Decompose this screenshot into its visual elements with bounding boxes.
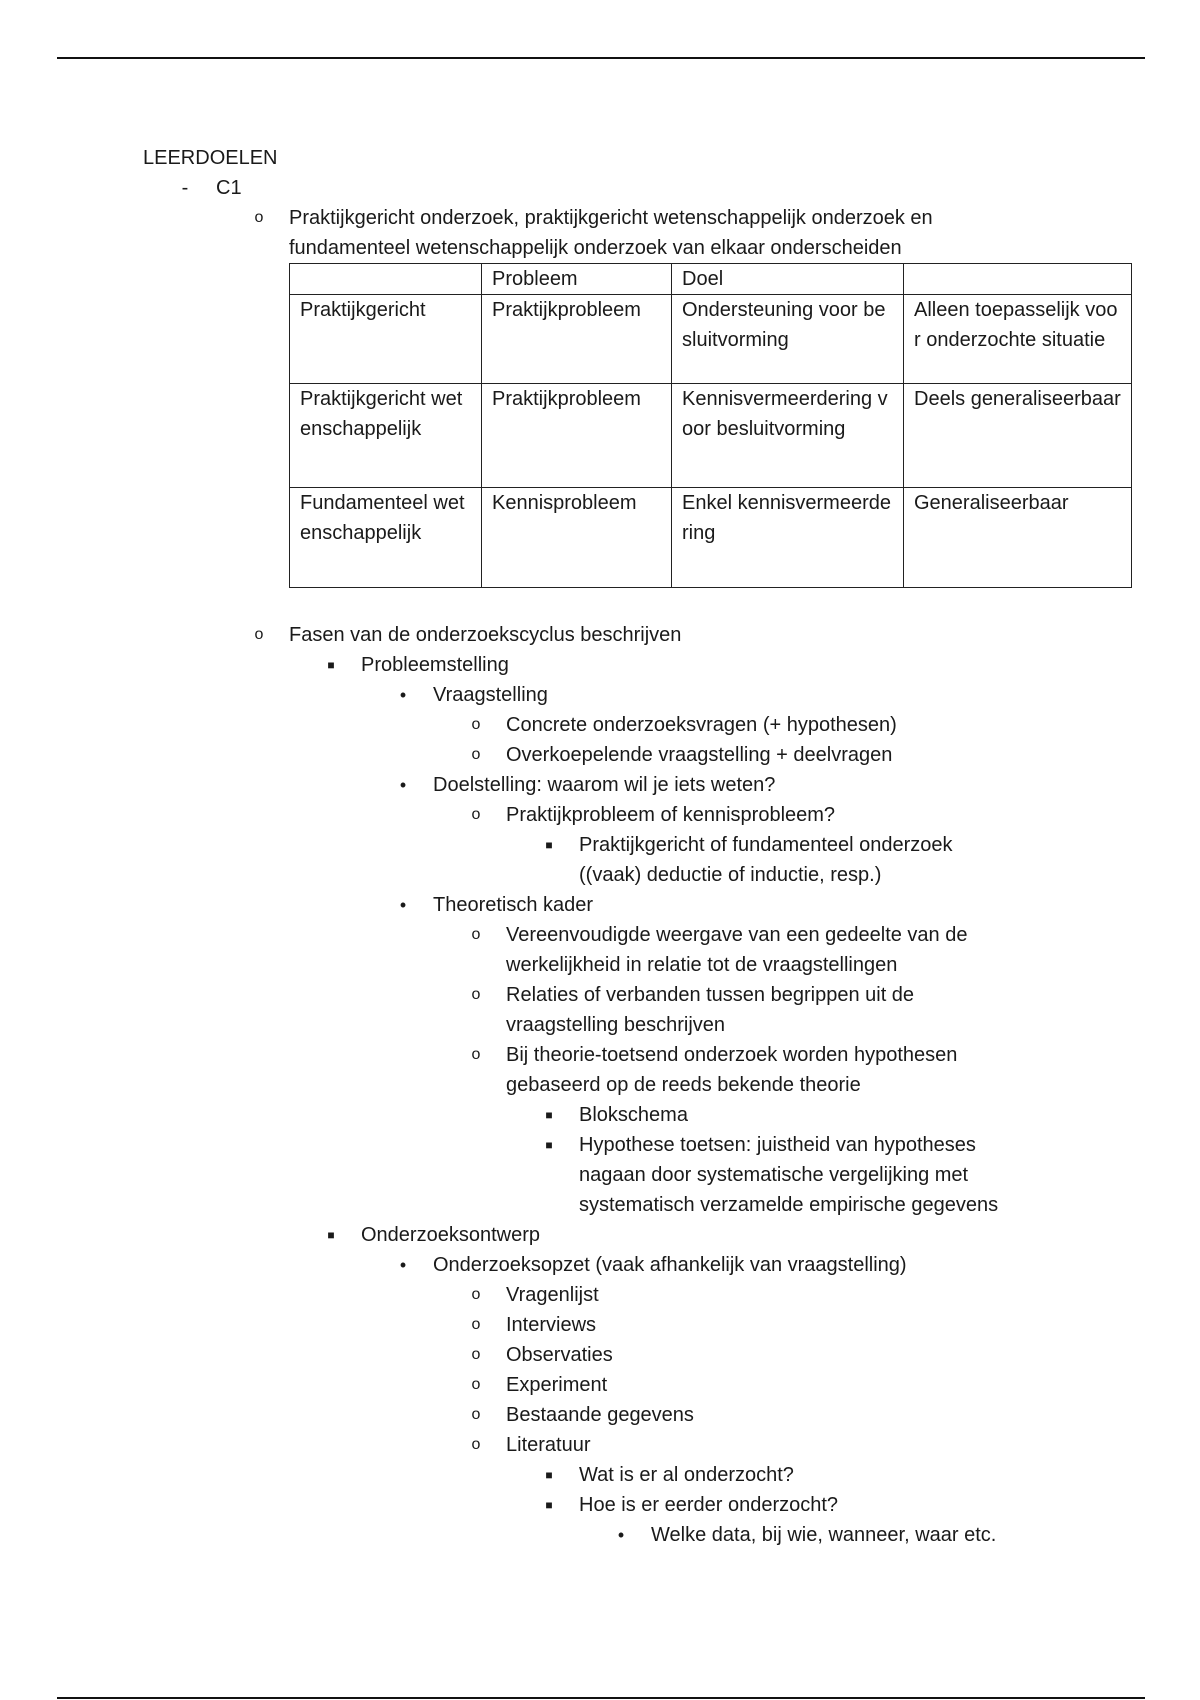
circle-bullet: o (471, 1406, 481, 1423)
circle-bullet: o (471, 1376, 481, 1393)
list-item: Hoe is er eerder onderzocht? (579, 1494, 839, 1516)
square-bullet: ■ (327, 1228, 335, 1242)
circle-bullet: o (471, 806, 481, 823)
method-item: Experiment (506, 1374, 608, 1396)
method-item: Literatuur (506, 1434, 591, 1456)
table-header-cell: Doel (672, 264, 904, 295)
square-bullet: ■ (545, 1468, 553, 1482)
circle-bullet: o (471, 1316, 481, 1333)
dot-bullet: • (617, 1525, 625, 1545)
list-item-continued: werkelijkheid in relatie tot de vraagstellingen (506, 954, 898, 976)
vraagstelling: Vraagstelling (433, 684, 548, 706)
list-item: Bij theorie-toetsend onderzoek worden hypothesen (506, 1044, 958, 1066)
table-row (290, 384, 1132, 488)
list-item-continued: gebaseerd op de reeds bekende theorie (506, 1074, 861, 1096)
goal1-line1: Praktijkgericht onderzoek, praktijkgericht wetenschappelijk onderzoek en (289, 207, 933, 229)
footer-rule (57, 1697, 1145, 1699)
table-row (290, 488, 1132, 588)
method-item: Observaties (506, 1344, 613, 1366)
method-item: Bestaande gegevens (506, 1404, 694, 1426)
table-cell: Praktijkprobleem (482, 295, 672, 384)
table-header-cell (904, 264, 1132, 295)
list-item: Hypothese toetsen: juistheid van hypotheses (579, 1134, 976, 1156)
list-item-continued: systematisch verzamelde empirische gegevens (579, 1194, 999, 1216)
method-item: Vragenlijst (506, 1284, 599, 1306)
onderzoeksontwerp: Onderzoeksontwerp (361, 1224, 540, 1246)
probleemstelling: Probleemstelling (361, 654, 509, 676)
table-header-row (290, 264, 1132, 295)
circle-bullet: o (471, 1286, 481, 1303)
table-header-cell (290, 264, 482, 295)
list-item: Praktijkgericht of fundamenteel onderzoek (579, 834, 953, 856)
list-item-continued: ((vaak) deductie of inductie, resp.) (579, 864, 882, 886)
list-item-continued: vraagstelling beschrijven (506, 1014, 726, 1036)
table-cell: Kennisprobleem (482, 488, 672, 588)
comparison-table (289, 263, 1132, 588)
table-cell: Kennisvermeerdering voor besluitvorming (672, 384, 904, 488)
table-cell: Ondersteuning voor besluitvorming (672, 295, 904, 384)
table-cell: Praktijkgericht wetenschappelijk (290, 384, 482, 488)
doelstelling: Doelstelling: waarom wil je iets weten? (433, 774, 776, 796)
table-cell: Deels generaliseerbaar (904, 384, 1132, 488)
chapter-label: C1 (216, 177, 242, 199)
circle-bullet: o (471, 1346, 481, 1363)
square-bullet: ■ (327, 658, 335, 672)
circle-bullet: o (254, 209, 264, 226)
table-cell: Enkel kennisvermeerdering (672, 488, 904, 588)
list-item-continued: nagaan door systematische vergelijking met (579, 1164, 969, 1186)
list-item: Wat is er al onderzocht? (579, 1464, 794, 1486)
goal1-line2: fundamenteel wetenschappelijk onderzoek van elkaar onderscheiden (289, 237, 902, 259)
method-item: Interviews (506, 1314, 597, 1336)
table-cell: Praktijkgericht (290, 295, 482, 384)
square-bullet: ■ (545, 838, 553, 852)
dot-bullet: • (399, 1255, 407, 1275)
table-cell: Alleen toepasselijk voor onderzochte situatie (904, 295, 1132, 384)
square-bullet: ■ (545, 1138, 553, 1152)
table-cell: Praktijkprobleem (482, 384, 672, 488)
theoretisch-kader: Theoretisch kader (433, 894, 594, 916)
table-cell: Fundamenteel wetenschappelijk (290, 488, 482, 588)
page-heading: LEERDOELEN (143, 147, 278, 169)
dot-bullet: • (399, 895, 407, 915)
list-item: Concrete onderzoeksvragen (+ hypothesen) (506, 714, 897, 736)
circle-bullet: o (471, 986, 481, 1003)
header-rule (57, 57, 1145, 59)
circle-bullet: o (471, 746, 481, 763)
list-item: Praktijkprobleem of kennisprobleem? (506, 804, 836, 826)
list-item: Vereenvoudigde weergave van een gedeelte van de (506, 924, 968, 946)
circle-bullet: o (471, 1436, 481, 1453)
table-header-cell: Probleem (482, 264, 672, 295)
circle-bullet: o (471, 716, 481, 733)
square-bullet: ■ (545, 1108, 553, 1122)
dot-bullet: • (399, 775, 407, 795)
table-row (290, 295, 1132, 384)
circle-bullet: o (254, 626, 264, 643)
goal2-title: Fasen van de onderzoekscyclus beschrijven (289, 624, 682, 646)
list-item: Overkoepelende vraagstelling + deelvragen (506, 744, 893, 766)
circle-bullet: o (471, 1046, 481, 1063)
square-bullet: ■ (545, 1498, 553, 1512)
list-item: Relaties of verbanden tussen begrippen uit de (506, 984, 915, 1006)
dash-bullet: - (181, 177, 189, 199)
list-item: Welke data, bij wie, wanneer, waar etc. (651, 1524, 997, 1546)
dot-bullet: • (399, 685, 407, 705)
onderzoeksopzet: Onderzoeksopzet (vaak afhankelijk van vraagstelling) (433, 1254, 907, 1276)
circle-bullet: o (471, 926, 481, 943)
list-item: Blokschema (579, 1104, 688, 1126)
table-cell: Generaliseerbaar (904, 488, 1132, 588)
